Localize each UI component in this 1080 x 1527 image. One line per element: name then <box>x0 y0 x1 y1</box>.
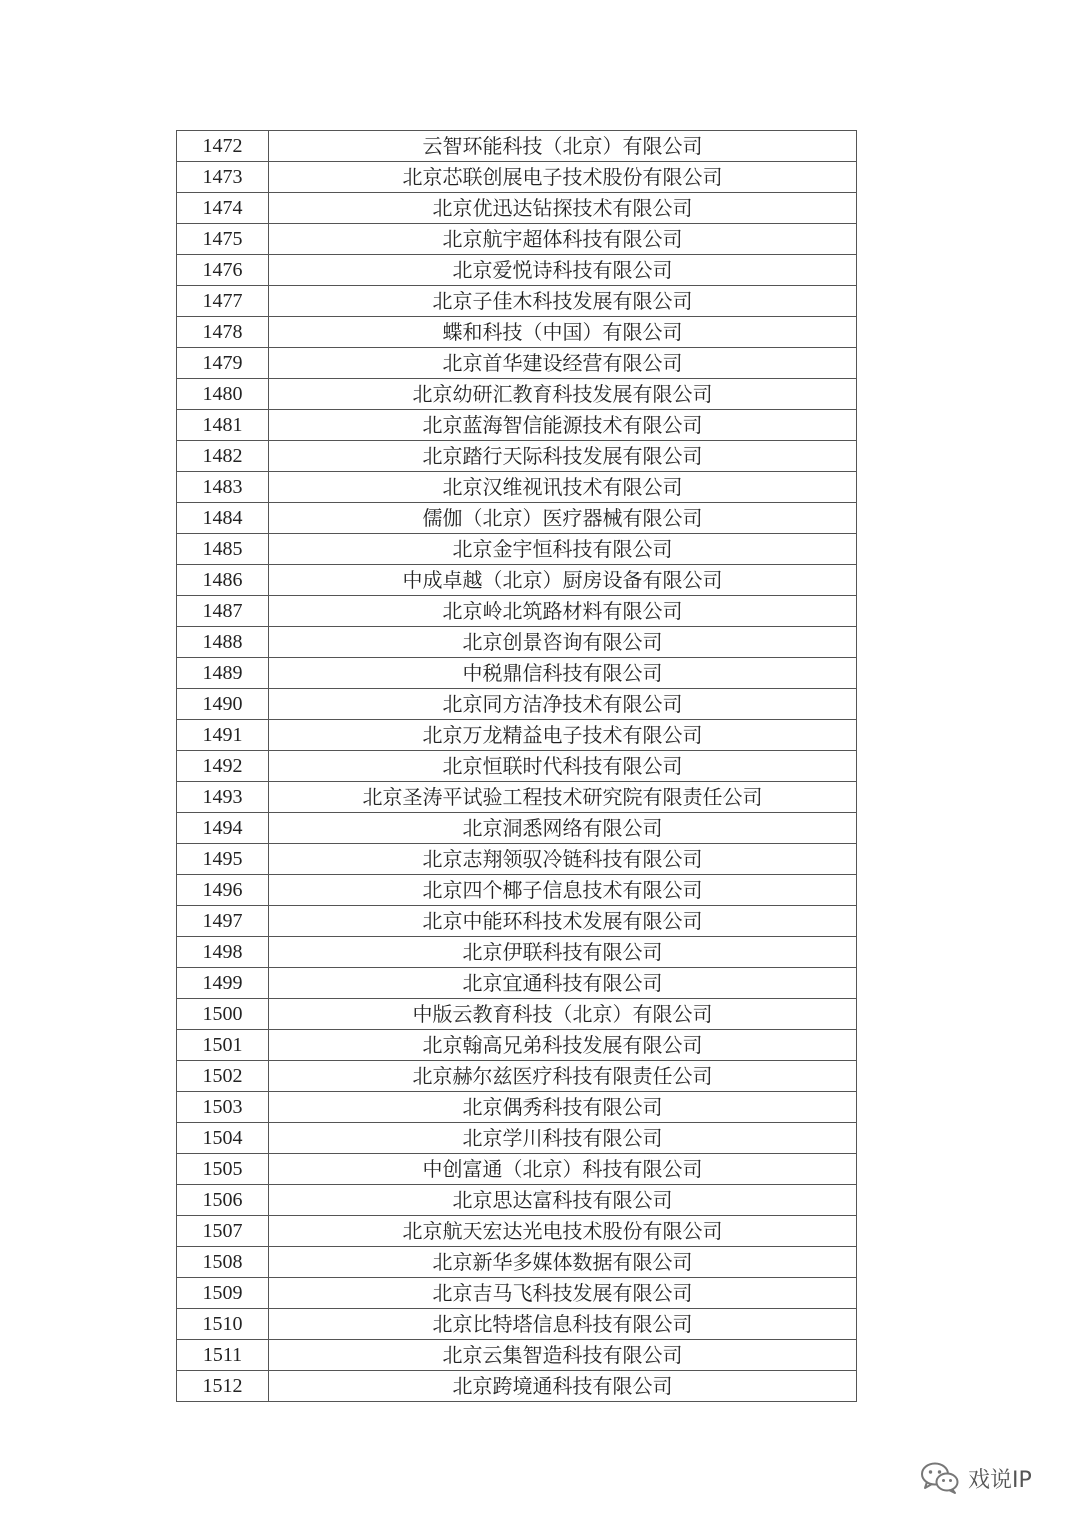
row-number: 1492 <box>177 751 269 782</box>
row-number: 1485 <box>177 534 269 565</box>
row-number: 1482 <box>177 441 269 472</box>
row-number: 1501 <box>177 1030 269 1061</box>
company-name: 北京四个椰子信息技术有限公司 <box>269 875 857 906</box>
table-row <box>177 1030 857 1061</box>
company-name: 蝶和科技（中国）有限公司 <box>269 317 857 348</box>
company-name: 北京新华多媒体数据有限公司 <box>269 1247 857 1278</box>
table-row <box>177 410 857 441</box>
company-name: 北京万龙精益电子技术有限公司 <box>269 720 857 751</box>
watermark-text: 戏说IP <box>968 1467 1032 1493</box>
table-row <box>177 1371 857 1402</box>
row-number: 1479 <box>177 348 269 379</box>
company-name: 北京子佳木科技发展有限公司 <box>269 286 857 317</box>
company-name: 北京芯联创展电子技术股份有限公司 <box>269 162 857 193</box>
row-number: 1495 <box>177 844 269 875</box>
row-number: 1508 <box>177 1247 269 1278</box>
table-row <box>177 813 857 844</box>
table-row <box>177 565 857 596</box>
table-row <box>177 224 857 255</box>
table-row <box>177 596 857 627</box>
company-name: 北京赫尔兹医疗科技有限责任公司 <box>269 1061 857 1092</box>
table-row <box>177 255 857 286</box>
row-number: 1502 <box>177 1061 269 1092</box>
company-name: 北京航天宏达光电技术股份有限公司 <box>269 1216 857 1247</box>
row-number: 1486 <box>177 565 269 596</box>
row-number: 1505 <box>177 1154 269 1185</box>
table-row <box>177 193 857 224</box>
table-row <box>177 1185 857 1216</box>
table-row <box>177 1061 857 1092</box>
company-name: 北京云集智造科技有限公司 <box>269 1340 857 1371</box>
row-number: 1509 <box>177 1278 269 1309</box>
row-number: 1506 <box>177 1185 269 1216</box>
company-name: 北京首华建设经营有限公司 <box>269 348 857 379</box>
company-name: 北京踏行天际科技发展有限公司 <box>269 441 857 472</box>
table-row <box>177 1092 857 1123</box>
row-number: 1498 <box>177 937 269 968</box>
company-name: 北京中能环科技术发展有限公司 <box>269 906 857 937</box>
table-row <box>177 317 857 348</box>
table-row <box>177 131 857 162</box>
row-number: 1504 <box>177 1123 269 1154</box>
table-row <box>177 286 857 317</box>
company-name: 北京宜通科技有限公司 <box>269 968 857 999</box>
row-number: 1473 <box>177 162 269 193</box>
row-number: 1493 <box>177 782 269 813</box>
row-number: 1491 <box>177 720 269 751</box>
table-row <box>177 875 857 906</box>
table-row <box>177 906 857 937</box>
company-name: 北京偶秀科技有限公司 <box>269 1092 857 1123</box>
table-row <box>177 968 857 999</box>
row-number: 1483 <box>177 472 269 503</box>
company-name: 北京学川科技有限公司 <box>269 1123 857 1154</box>
table-row <box>177 658 857 689</box>
row-number: 1511 <box>177 1340 269 1371</box>
company-name: 中成卓越（北京）厨房设备有限公司 <box>269 565 857 596</box>
table-row <box>177 441 857 472</box>
row-number: 1472 <box>177 131 269 162</box>
row-number: 1503 <box>177 1092 269 1123</box>
table-row <box>177 1216 857 1247</box>
wechat-icon <box>920 1461 960 1495</box>
company-name: 北京圣涛平试验工程技术研究院有限责任公司 <box>269 782 857 813</box>
table-row <box>177 720 857 751</box>
row-number: 1496 <box>177 875 269 906</box>
row-number: 1488 <box>177 627 269 658</box>
company-table <box>176 130 857 1402</box>
row-number: 1507 <box>177 1216 269 1247</box>
row-number: 1475 <box>177 224 269 255</box>
company-name: 北京爱悦诗科技有限公司 <box>269 255 857 286</box>
table-row <box>177 689 857 720</box>
company-name: 北京恒联时代科技有限公司 <box>269 751 857 782</box>
company-name: 北京翰高兄弟科技发展有限公司 <box>269 1030 857 1061</box>
table-row <box>177 844 857 875</box>
company-name: 中税鼎信科技有限公司 <box>269 658 857 689</box>
table-row <box>177 1123 857 1154</box>
row-number: 1497 <box>177 906 269 937</box>
company-name: 北京吉马飞科技发展有限公司 <box>269 1278 857 1309</box>
company-name: 北京跨境通科技有限公司 <box>269 1371 857 1402</box>
row-number: 1490 <box>177 689 269 720</box>
company-name: 北京洞悉网络有限公司 <box>269 813 857 844</box>
company-name: 北京金宇恒科技有限公司 <box>269 534 857 565</box>
row-number: 1477 <box>177 286 269 317</box>
table-row <box>177 534 857 565</box>
company-name: 中创富通（北京）科技有限公司 <box>269 1154 857 1185</box>
table-row <box>177 782 857 813</box>
row-number: 1484 <box>177 503 269 534</box>
table-row <box>177 1309 857 1340</box>
company-name: 北京志翔领驭冷链科技有限公司 <box>269 844 857 875</box>
company-name: 北京汉维视讯技术有限公司 <box>269 472 857 503</box>
company-name: 北京创景咨询有限公司 <box>269 627 857 658</box>
table-row <box>177 1340 857 1371</box>
row-number: 1499 <box>177 968 269 999</box>
company-name: 北京岭北筑路材料有限公司 <box>269 596 857 627</box>
table-row <box>177 379 857 410</box>
row-number: 1478 <box>177 317 269 348</box>
row-number: 1500 <box>177 999 269 1030</box>
table-row <box>177 472 857 503</box>
table-row <box>177 1278 857 1309</box>
company-name: 北京蓝海智信能源技术有限公司 <box>269 410 857 441</box>
table-row <box>177 999 857 1030</box>
row-number: 1494 <box>177 813 269 844</box>
company-name: 中版云教育科技（北京）有限公司 <box>269 999 857 1030</box>
company-name: 云智环能科技（北京）有限公司 <box>269 131 857 162</box>
row-number: 1476 <box>177 255 269 286</box>
table-row <box>177 627 857 658</box>
row-number: 1510 <box>177 1309 269 1340</box>
company-name: 北京思达富科技有限公司 <box>269 1185 857 1216</box>
table-row <box>177 751 857 782</box>
company-name: 北京同方洁净技术有限公司 <box>269 689 857 720</box>
company-name: 北京优迅达钻探技术有限公司 <box>269 193 857 224</box>
watermark <box>920 1458 1032 1498</box>
row-number: 1474 <box>177 193 269 224</box>
table-row <box>177 937 857 968</box>
company-name: 北京幼研汇教育科技发展有限公司 <box>269 379 857 410</box>
company-name: 儒伽（北京）医疗器械有限公司 <box>269 503 857 534</box>
table-row <box>177 503 857 534</box>
table-row <box>177 348 857 379</box>
company-table-body <box>177 131 857 1402</box>
row-number: 1512 <box>177 1371 269 1402</box>
company-name: 北京比特塔信息科技有限公司 <box>269 1309 857 1340</box>
row-number: 1481 <box>177 410 269 441</box>
table-row <box>177 1154 857 1185</box>
table-row <box>177 162 857 193</box>
table-row <box>177 1247 857 1278</box>
row-number: 1480 <box>177 379 269 410</box>
row-number: 1489 <box>177 658 269 689</box>
row-number: 1487 <box>177 596 269 627</box>
company-name: 北京航宇超体科技有限公司 <box>269 224 857 255</box>
company-name: 北京伊联科技有限公司 <box>269 937 857 968</box>
